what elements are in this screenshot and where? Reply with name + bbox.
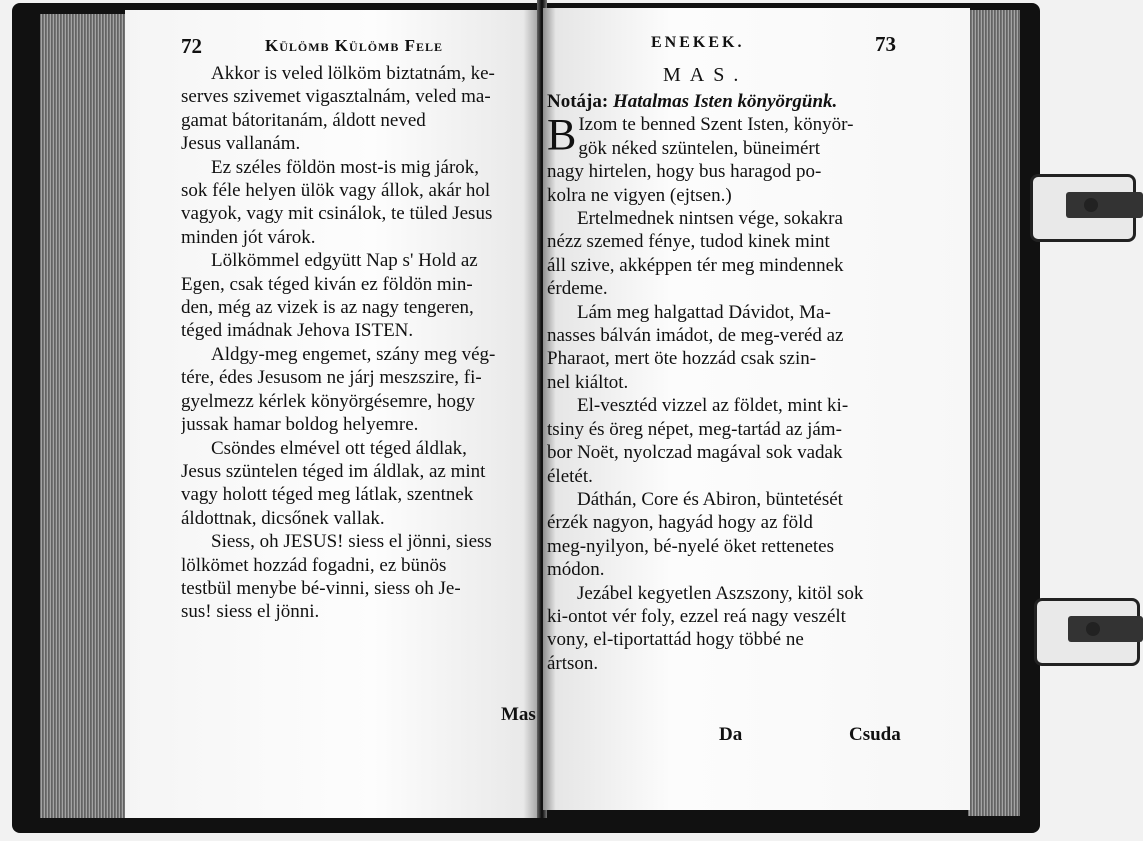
text-line: Lölkömmel edgyütt Nap s' Hold az bbox=[211, 250, 478, 272]
text-line: bor Noët, nyolczad magával sok vadak bbox=[547, 442, 843, 464]
text-line: Csöndes elmével ott téged áldlak, bbox=[211, 437, 467, 459]
text-line: El-vesztéd vizzel az földet, mint ki- bbox=[577, 395, 849, 417]
right-stanza-2 bbox=[547, 207, 911, 301]
left-stanza-6 bbox=[181, 530, 539, 624]
text-line: érzék nagyon, hagyád hogy az föld bbox=[547, 512, 813, 534]
text-line: Akkor is veled lölköm biztatnám, ke- bbox=[211, 63, 495, 84]
text-line: testbül menybe bé-vinni, siess oh Je- bbox=[181, 577, 461, 599]
text-line: nel kiáltot. bbox=[547, 371, 629, 393]
left-stanza-4 bbox=[181, 343, 539, 437]
text-line: Ertelmednek nintsen vége, sokakra bbox=[577, 208, 843, 230]
left-page bbox=[125, 10, 540, 818]
text-line: Pharaot, mert öte hozzád csak szin- bbox=[547, 348, 817, 370]
right-stanza-1 bbox=[547, 110, 911, 207]
notaja-label: Notája: bbox=[547, 91, 609, 112]
text-line: Jesus vallanám. bbox=[181, 133, 301, 155]
text-line: áll szive, akképpen tér meg mindennek bbox=[547, 254, 844, 276]
section-title: MAS. bbox=[663, 64, 748, 86]
left-catchword: Mas bbox=[501, 704, 536, 725]
text-line: módon. bbox=[547, 559, 605, 581]
left-stanza-5 bbox=[181, 437, 539, 531]
text-line: Izom te benned Szent Isten, könyör- bbox=[578, 114, 854, 136]
text-line: minden jót várok. bbox=[181, 226, 316, 248]
text-line: nagy hirtelen, hogy bus haragod po- bbox=[547, 161, 822, 183]
text-line: Aldgy-meg engemet, szány meg vég- bbox=[211, 343, 496, 365]
text-line: Lám meg halgattad Dávidot, Ma- bbox=[577, 301, 831, 323]
text-line: ártson. bbox=[547, 652, 599, 674]
text-line: sus! siess el jönni. bbox=[181, 601, 320, 623]
left-page-number: 72 bbox=[181, 34, 202, 58]
drop-cap: B bbox=[547, 110, 577, 160]
text-line: serves szivemet vigasztalnám, veled ma- bbox=[181, 86, 491, 108]
left-page-edges bbox=[40, 14, 128, 818]
text-line: Ez széles földön most-is mig járok, bbox=[211, 156, 480, 178]
text-line: gamat bátoritanám, áldott neved bbox=[181, 109, 426, 131]
text-line: Dáthán, Core és Abiron, büntetését bbox=[577, 488, 843, 510]
text-line: Jesus szüntelen téged im áldlak, az mint bbox=[181, 460, 486, 482]
text-line: nézz szemed fénye, tudod kinek mint bbox=[547, 231, 830, 253]
tune-indication bbox=[547, 90, 911, 113]
right-catchword: Csuda bbox=[849, 724, 901, 745]
text-line: téged imádnak Jehova ISTEN. bbox=[181, 320, 414, 342]
upper-clasp-band bbox=[1066, 192, 1143, 218]
text-line: Egen, csak téged kiván ez földön min- bbox=[181, 273, 473, 295]
text-line: sok féle helyen ülök vagy állok, akár hol bbox=[181, 180, 491, 202]
text-line: den, még az vizek is az nagy tengeren, bbox=[181, 297, 474, 319]
left-running-head: Külömb Külömb Fele bbox=[265, 36, 444, 55]
text-line: Jezábel kegyetlen Aszszony, kitöl sok bbox=[577, 582, 864, 604]
text-line: nasses bálván imádot, de meg-veréd az bbox=[547, 325, 844, 347]
right-stanza-6 bbox=[547, 582, 911, 676]
right-running-head: ENEKEK. bbox=[651, 34, 745, 51]
text-line: vagyok, vagy mit csinálok, te tüled Jesus bbox=[181, 203, 493, 225]
text-line: életét. bbox=[547, 465, 593, 487]
text-line: jussak hamar boldog helyemre. bbox=[181, 414, 419, 436]
text-line: vony, el-tiportattád hogy többé ne bbox=[547, 629, 804, 651]
text-line: kolra ne vigyen (ejtsen.) bbox=[547, 184, 732, 206]
left-stanza-1 bbox=[181, 62, 539, 156]
text-line: gök néked szüntelen, büneimért bbox=[578, 137, 821, 159]
right-page bbox=[543, 8, 970, 810]
text-line: érdeme. bbox=[547, 278, 608, 300]
right-stanza-4 bbox=[547, 394, 911, 488]
text-line: lölkömet hozzád fogadni, ez bünös bbox=[181, 554, 447, 576]
text-line: Siess, oh JESUS! siess el jönni, siess bbox=[211, 531, 492, 553]
upper-clasp-rivet bbox=[1084, 198, 1098, 212]
left-stanza-2 bbox=[181, 156, 539, 250]
left-text-block bbox=[181, 62, 539, 624]
right-stanza-5 bbox=[547, 488, 911, 582]
lower-clasp-band bbox=[1068, 616, 1143, 642]
text-line: ki-ontot vér foly, ezzel reá nagy veszélt bbox=[547, 605, 846, 627]
text-line: meg-nyilyon, bé-nyelé öket rettenetes bbox=[547, 535, 835, 557]
text-line: áldottnak, dicsőnek vallak. bbox=[181, 507, 385, 529]
text-line: tére, édes Jesusom ne járj meszszire, fi- bbox=[181, 367, 482, 389]
text-line: vagy holott téged meg látlak, szentnek bbox=[181, 484, 474, 506]
text-line: gyelmezz kérlek könyörgésemre, hogy bbox=[181, 390, 476, 412]
right-page-number: 73 bbox=[875, 32, 896, 56]
right-page-edges bbox=[968, 10, 1020, 816]
right-text-block bbox=[547, 90, 911, 675]
right-signature-mark: Da bbox=[719, 724, 743, 745]
left-stanza-3 bbox=[181, 249, 539, 343]
right-stanza-3 bbox=[547, 301, 911, 395]
notaja-tune: Hatalmas Isten könyörgünk. bbox=[612, 91, 838, 112]
text-line: tsiny és öreg népet, meg-tartád az jám- bbox=[547, 418, 842, 440]
lower-clasp-rivet bbox=[1086, 622, 1100, 636]
